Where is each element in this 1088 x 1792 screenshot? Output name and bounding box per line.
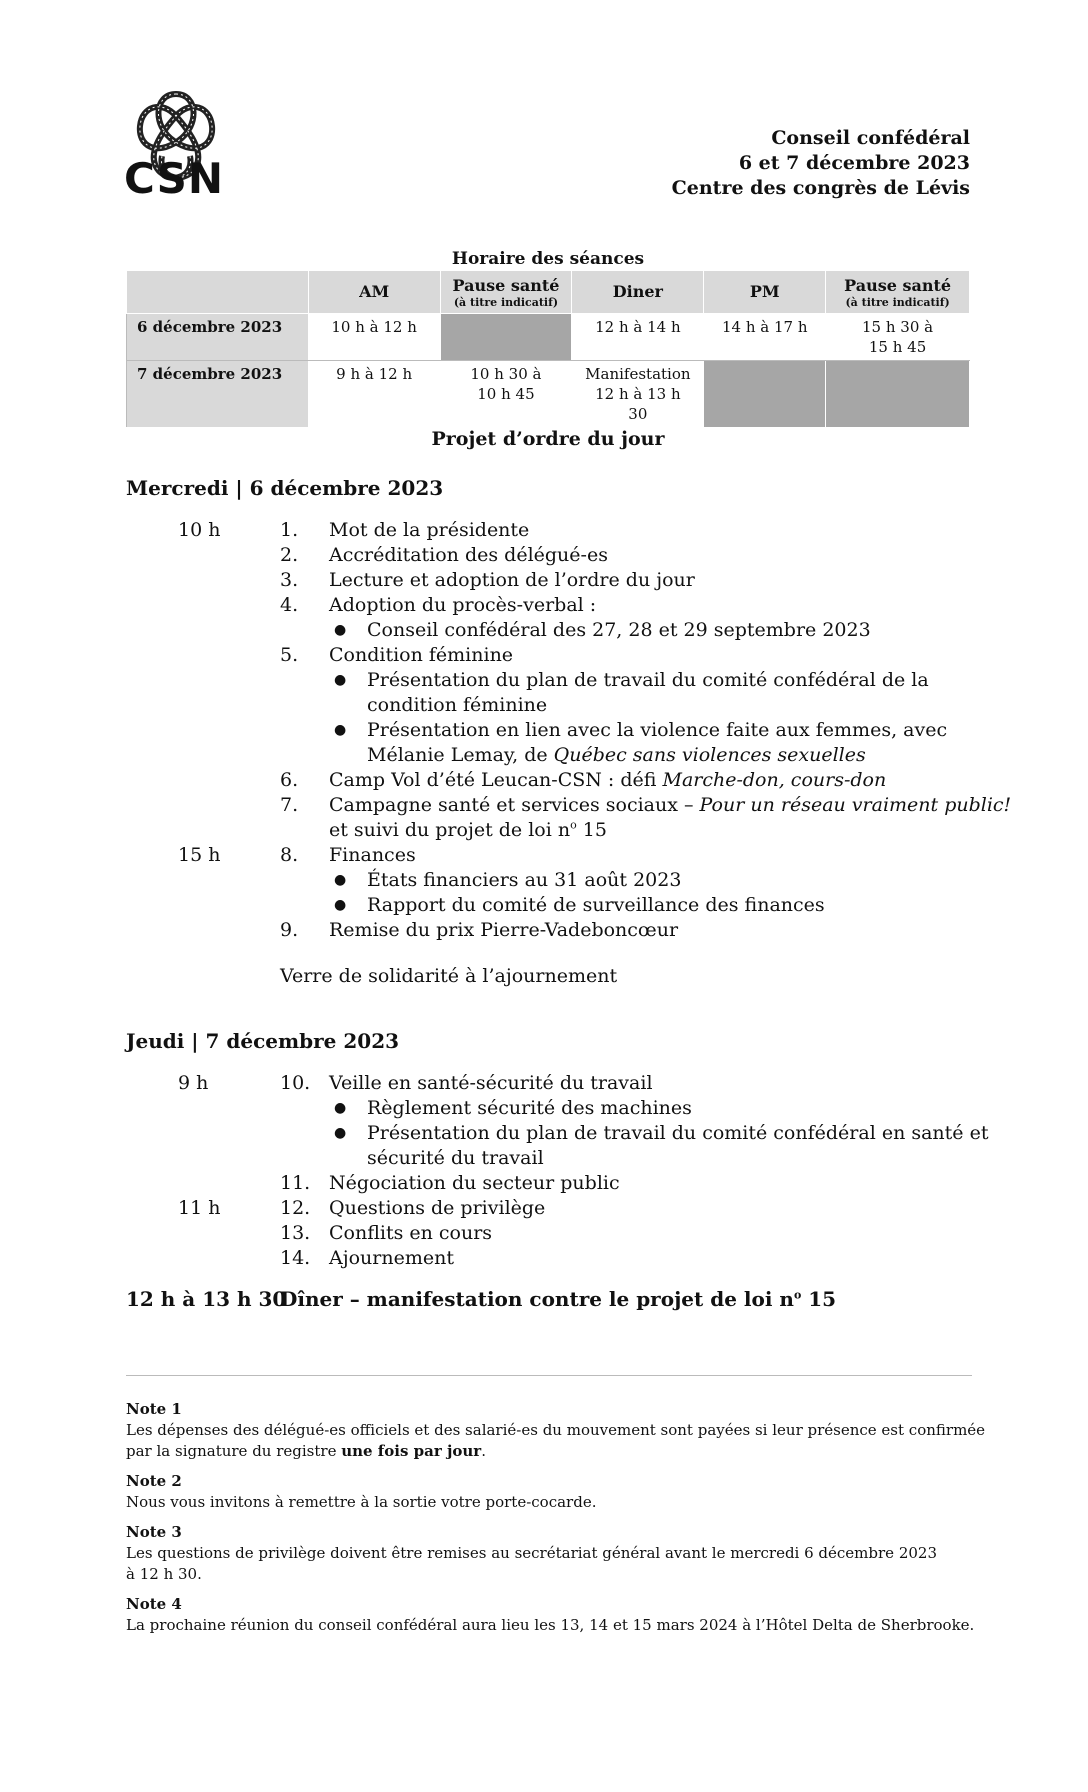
agenda-item: [126, 918, 986, 943]
day1-agenda: [126, 518, 1012, 989]
agenda-subtext: condition féminine: [367, 694, 548, 716]
schedule-corner: [127, 271, 309, 314]
agenda-number: 3.: [280, 569, 299, 591]
agenda-subtext: sécurité du travail: [367, 1147, 544, 1169]
schedule-header-row: [127, 271, 970, 314]
note-title: Note 2: [126, 1472, 182, 1490]
agenda-closing: [126, 964, 986, 989]
note-text: Les questions de privilège doivent être remises au secrétariat général avant le mercredi 6 décembre 2023 à 12 h 30.: [126, 1544, 937, 1583]
schedule-row: [127, 314, 970, 361]
schedule-row-label: 6 décembre 2023: [127, 314, 309, 361]
agenda-item: [126, 843, 986, 868]
agenda-continuation: [126, 818, 986, 843]
event-header: [672, 126, 970, 201]
agenda-subitem: [126, 1096, 986, 1121]
schedule-cell-empty: [704, 361, 826, 428]
bullet-icon: ●: [334, 1125, 347, 1141]
agenda-subtext: Présentation du plan de travail du comité confédéral de la: [367, 669, 929, 691]
final-time: 12 h à 13 h 30: [126, 1287, 287, 1311]
agenda-item: [126, 1221, 986, 1246]
agenda-number: 14.: [280, 1247, 311, 1269]
agenda-number: 1.: [280, 519, 299, 541]
note-text: La prochaine réunion du conseil confédéral aura lieu les 13, 14 et 15 mars 2024 à l’Hôtel Delta de Sherbrooke.: [126, 1616, 975, 1634]
note-text: Les dépenses des délégué-es officiels et des salarié-es du mouvement sont payées si leur présence est confirmée par la signature du registre une fois par jour.: [126, 1421, 986, 1460]
agenda-text: Négociation du secteur public: [329, 1172, 620, 1194]
schedule-cell: 10 h 30 à 10 h 45: [440, 361, 572, 428]
bullet-icon: ●: [334, 672, 347, 688]
agenda-subtext: Présentation du plan de travail du comité confédéral en santé et: [367, 1122, 989, 1144]
agenda-text: Conflits en cours: [329, 1222, 493, 1244]
event-location: Centre des congrès de Lévis: [671, 177, 970, 199]
agenda-subitem: [126, 718, 986, 743]
agenda-text: Remise du prix Pierre-Vadeboncœur: [329, 919, 679, 941]
schedule-row-label: 7 décembre 2023: [127, 361, 309, 428]
agenda-text: Lecture et adoption de l’ordre du jour: [329, 569, 695, 591]
agenda-text: Finances: [329, 844, 416, 866]
agenda-text: Campagne santé et services sociaux – Pour un réseau vraiment public!: [329, 794, 1012, 816]
agenda-subitem: [126, 618, 986, 643]
schedule-col-header: Diner: [572, 271, 704, 314]
agenda-item: [126, 593, 986, 618]
schedule-cell: 12 h à 14 h: [572, 314, 704, 361]
schedule-row: [127, 361, 970, 428]
agenda-text: Condition féminine: [329, 644, 514, 666]
schedule-cell: 10 h à 12 h: [308, 314, 440, 361]
agenda-time: 11 h: [178, 1197, 221, 1219]
agenda-subtext: Rapport du comité de surveillance des finances: [367, 894, 825, 916]
event-dates: 6 et 7 décembre 2023: [738, 152, 970, 174]
agenda-subitem: [126, 1121, 989, 1146]
schedule-cell: Manifestation 12 h à 13 h 30: [572, 361, 704, 428]
agenda-item: [126, 1171, 986, 1196]
agenda-text: Mot de la présidente: [329, 519, 530, 541]
agenda-subitem: [126, 868, 986, 893]
agenda-text: Ajournement: [329, 1247, 454, 1269]
agenda-subitem: [126, 668, 986, 693]
agenda-item: [126, 793, 1012, 818]
agenda-text: Adoption du procès-verbal :: [329, 594, 597, 616]
agenda-text: Accréditation des délégué-es: [329, 544, 608, 566]
agenda-item: [126, 518, 986, 543]
agenda-number: 4.: [280, 594, 299, 616]
agenda-item: [126, 643, 986, 668]
bullet-icon: ●: [334, 897, 347, 913]
agenda-text: Questions de privilège: [329, 1197, 546, 1219]
schedule-cell: 15 h 30 à 15 h 45: [826, 314, 970, 361]
schedule-title: Horaire des séances: [451, 249, 645, 269]
bullet-icon: ●: [334, 722, 347, 738]
schedule-col-header: PM: [704, 271, 826, 314]
bullet-icon: ●: [334, 622, 347, 638]
schedule-col-header: AM: [308, 271, 440, 314]
document-title: Projet d’ordre du jour: [431, 428, 665, 450]
agenda-subtext: Conseil confédéral des 27, 28 et 29 septembre 2023: [367, 619, 871, 641]
note-title: Note 1: [126, 1400, 182, 1418]
final-text: Dîner – manifestation contre le projet de loi $n^o$ 15: [280, 1287, 837, 1311]
note-text: Nous vous invitons à remettre à la sortie votre porte-cocarde.: [126, 1493, 597, 1511]
day2-agenda: [126, 1071, 989, 1271]
schedule-cell-empty: [440, 314, 572, 361]
agenda-text: et suivi du projet de loi $n^o$ 15: [329, 818, 607, 841]
agenda-subtext: Règlement sécurité des machines: [367, 1097, 692, 1119]
agenda-number: 8.: [280, 844, 299, 866]
agenda-time: 15 h: [178, 844, 221, 866]
agenda-number: 10.: [280, 1072, 311, 1094]
schedule-cell: 14 h à 17 h: [704, 314, 826, 361]
closing-text: Verre de solidarité à l’ajournement: [280, 965, 618, 987]
footer-divider: [126, 1375, 972, 1376]
final-item: [126, 1287, 837, 1311]
agenda-text: Camp Vol d’été Leucan-CSN : défi Marche-don, cours-don: [329, 769, 887, 791]
agenda-number: 11.: [280, 1172, 311, 1194]
day2-heading: Jeudi | 7 décembre 2023: [126, 1029, 400, 1053]
agenda-text: Veille en santé-sécurité du travail: [329, 1072, 653, 1094]
schedule-cell-empty: [826, 361, 970, 428]
agenda-number: 2.: [280, 544, 299, 566]
agenda-time: 10 h: [178, 519, 221, 541]
agenda-number: 5.: [280, 644, 299, 666]
agenda-subtext: Présentation en lien avec la violence faite aux femmes, avec: [367, 719, 948, 741]
agenda-item: [126, 543, 986, 568]
note-title: Note 4: [126, 1595, 182, 1613]
day1-heading: Mercredi | 6 décembre 2023: [126, 476, 444, 500]
agenda-item: [126, 768, 986, 793]
agenda-time: 9 h: [178, 1072, 209, 1094]
agenda-number: 6.: [280, 769, 299, 791]
agenda-continuation: [126, 743, 986, 768]
schedule-cell: 9 h à 12 h: [308, 361, 440, 428]
schedule-table: [126, 270, 970, 428]
agenda-number: 9.: [280, 919, 299, 941]
bullet-icon: ●: [334, 1100, 347, 1116]
agenda-item: [126, 1196, 986, 1221]
event-title: Conseil confédéral: [771, 127, 970, 149]
schedule-col-header: Pause santé (à titre indicatif): [440, 271, 572, 314]
agenda-item: [126, 1071, 986, 1096]
agenda-continuation: [126, 1146, 986, 1171]
agenda-subtext: Mélanie Lemay, de Québec sans violences sexuelles: [367, 744, 866, 766]
bullet-icon: ●: [334, 872, 347, 888]
note-title: Note 3: [126, 1523, 182, 1541]
csn-logo-text: CSN: [124, 154, 225, 203]
agenda-continuation: [126, 693, 986, 718]
agenda-number: 7.: [280, 794, 299, 816]
agenda-number: 12.: [280, 1197, 311, 1219]
agenda-item: [126, 568, 986, 593]
agenda-item: [126, 1246, 986, 1271]
agenda-subtext: États financiers au 31 août 2023: [367, 869, 682, 891]
notes-section: [126, 1399, 986, 1636]
agenda-subitem: [126, 893, 986, 918]
agenda-number: 13.: [280, 1222, 311, 1244]
schedule-col-header: Pause santé (à titre indicatif): [826, 271, 970, 314]
